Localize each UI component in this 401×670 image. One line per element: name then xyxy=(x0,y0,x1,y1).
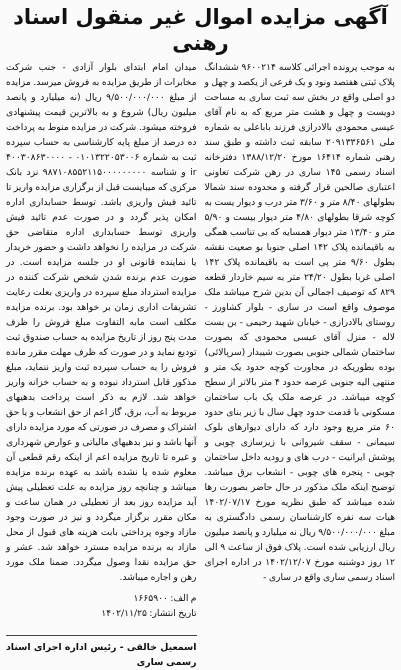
notice-body xyxy=(6,60,396,668)
notice-meta xyxy=(6,591,197,621)
publication-date: تاریخ انتشار: ۱۴۰۲/۱۱/۲۵ xyxy=(101,608,197,619)
notice-column-right xyxy=(205,60,396,600)
notice-paragraph-right: به موجب پرونده اجرائی کلاسه ۹۶۰۰۲۱۴ ششدانگ پلاک ثبتی هفتصد ونود و یک فرعی از یکصد و چهل و دو اصلی واقع در بخش سه ثبت ساری به مساحت دویست و چهل و هشت متر مربع که به نام آقای عیسی محمودی بالادرازی فرزند باباعلی به شماره ملی ۲۰۹۱۳۳۶۵۶۱ سابقه ثبت داشته و طبق سند رهنی شماره ۱۶۴۱۴ مورخ ۱۳۸۸/۱۲/۲۰ دفترخانه اسناد رسمی ۱۴۵ ساری در رهن شرکت تعاونی اعتباری صالحین قرار گرفته و محدوده سند شمالا بطولهای ۸/۴۰ متر و ۳/۶۰ متر درب و دیوار یست به کوچه شرقا بطولهای ۴/۸۰ متر دیوار بیست و ۵/۹۰ متر و ۱۳/۴۰ متر دیوار همسایه که بی تناسب همگی به باقیمانده پلاک ۱۴۲ اصلی جنوبا بو صعیت نقشه بطول ۹/۶۰ متر پی است به باقیمانده پلاک ۱۴۲ اصلی غربا بطول ۲۴/۲۰ متر به سیم خاردار قطعه ۸۲۹ که توصیف اجمالی آن بدین شرح میباشد ملک موصوف واقع است در ساری - بلوار کشاورز - روستای بالادرازی - خیابان شهید رحیمی - بن بست لاله - منزل آقای عیسی محمودی که بصورت ساختمان شمالی جنوبی بصورت شیبدار (سرپالائی) بوده بطوریکه در مجاورت کوچه حدود یک متر و منتهی الیه جنوبی عرصه حدود ۴ متر بالاتر از سطح کوچه میباشد. در عرصه ملک یک باب ساختمان مسکونی با قدمت حدود چهل سال با زیر بنای حدود ۶۰ متر مربع وجود دارد که دارای دیوارهای بلوک سیمانی - سقف شیروانی با زیرسازی چوبی و پوشش ایرانیت - درب های و رودیه داخل ساختمان چوبی - پنجره های چوبی - انشعاب برق میباشد. توضیح اینکه ملک مذکور در حال حاضر بصورت رها شده میباشد که طبق نظریه مورخ ۱۴۰۲/۰۷/۱۷ هیات سه نفره کارشناسان رسمی دادگستری به مبلغ ۹/۵۰۰/۰۰۰/۰۰۰ ریال نه میلیارد و پانصد میلیون ریال ارزیابی شده است. پلاک فوق از ساعت ۹ الی ۱۲ روز دوشنبه مورخ ۱۴۰۲/۱۲/۰۷ در اداره اجرای اسناد رسمی ساری واقع در ساری - xyxy=(204,62,396,583)
notice-signature: اسمعیل خالقی - رئیس اداره اجرای اسناد رسمی ساری xyxy=(6,635,197,670)
notice-paragraph-left: میدان امام ابتدای بلوار آزادی - جنب شرکت مخابرات از طریق مزایده به فروش میرسد. مزایده از مبلغ ۹/۵۰۰/۰۰۰/۰۰۰ ریال (نه میلیارد و پانصد میلیون ریال) شروع و به بالاترین قیمت پیشنهادی فروخته میشود. شرکت در مزایده منوط به پرداخت ده درصد از مبلغ پایه کارشناسی به حساب سپرده ثبت به شماره ۰۱۰۱۳۲۲۰۵۳۰۰۶ - ۴۰۰۳۰۸۶۳۰۰۰۰ ir و شناسه ۹۸۷۱۰۸۵۵۲۱۱۵۰۰۰۰۰۰۰۰۰ نزد بانک مرکزی که میبایست قبل از برگزاری مزایده واریز تا تائید فیش واریزی باشد. توسط حسابداری اداره امکان پذیر گردد و در صورت عدم تائید فیش واریزی توسط حسابداری اداره متقاضی حق شرکت در مزایده را نخواهد داشت و حضور خریدار یا نماینده قانونی او در جلسه مزایده است. در صورت عدم برنده شدن شخص شرکت کننده در مزایده استرداد مبلغ سپرده در واریزی بعلت رعایت تشریفات اداری زمان بر خواهد بود. برنده مزایده مکلف است مابه التفاوت مبلغ فروش را ظرف مدت پنج روز از تاریخ مزایده به حساب صندوق ثبت تودیع نماید و در صورت که ظرف مهلت مقرر مانده فروش را به حساب سپرده ثبت واریز ننماید، مبلغ مذکور قابل استرداد نبوده و به حساب خزانه واریز خواهد شد. لازم به ذکر است پرداخت بدهیهای مربوط به آب، برق، گاز اعم از حق انشعاب و یا حق اشتراک و مصرف در صورتی که مورد مزایده دارای آنها باشد و نیز بدهیهای مالیاتی و عوارض شهرداری و غیره تا تاریخ مزایده اعم از اینکه رقم قطعی آن معلوم شده یا نشده باشد به عهده برنده مزایده میباشد و چنانچه روز مزایده به علت تعطیلی پیش آید مزایده روز بعد از تعطیلی در همان ساعت و مکان مقرر برگزار میگردد و نیز در صورت وجود مازاد وجوه پرداختی بابت هزینه های قبول از محل مازاد به برنده مزایده مسترد خواهد شد. عشر و حق مزایده نقدا وصول میگردد. ضمنا ملک مورد رهن و اجاره میباشد. xyxy=(6,62,197,583)
notice-column-left xyxy=(6,60,197,668)
notice-title: آگهی مزایده اموال غیر منقول اسناد رهنی xyxy=(13,5,388,55)
publication-code: م الف: ۱۶۶۵۹۰۰ xyxy=(133,593,197,604)
